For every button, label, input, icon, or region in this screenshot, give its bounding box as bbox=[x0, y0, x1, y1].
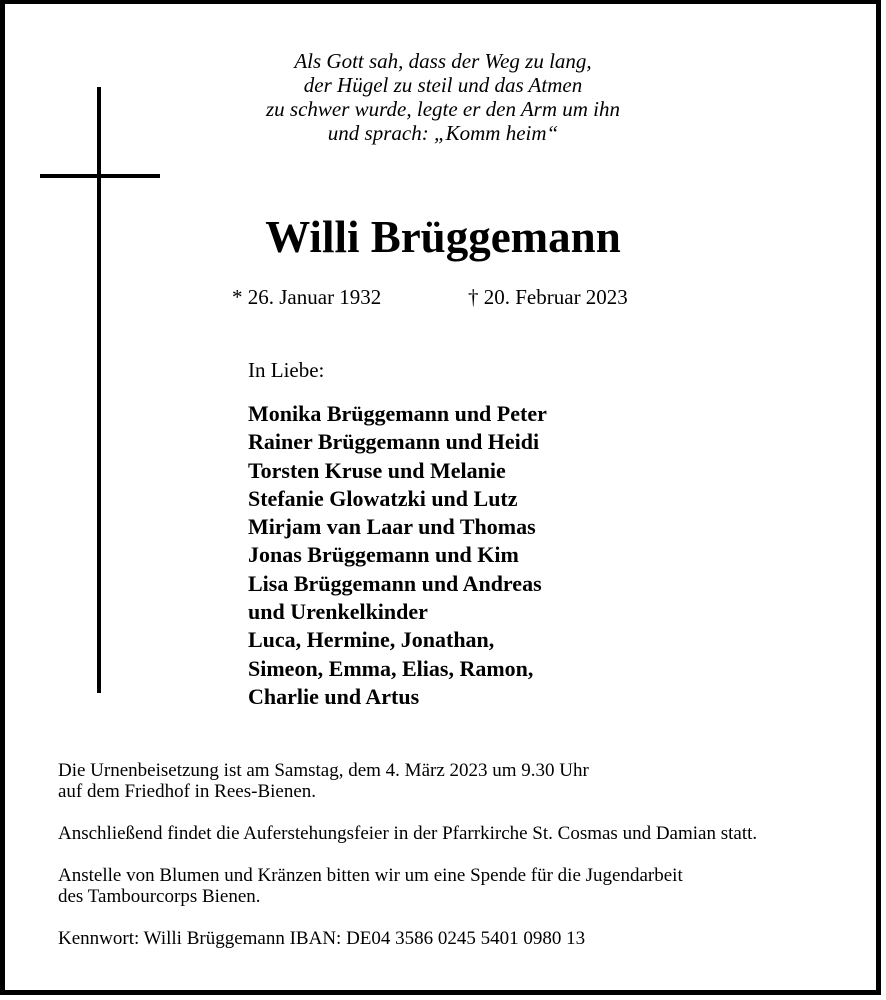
mourner: und Urenkelkinder bbox=[248, 599, 428, 625]
poem-line: Als Gott sah, dass der Weg zu lang, bbox=[294, 49, 592, 73]
poem bbox=[200, 49, 686, 145]
donation-info bbox=[58, 865, 757, 907]
mourners-list bbox=[248, 400, 547, 711]
birth-date: * 26. Januar 1932 bbox=[232, 285, 382, 309]
poem-line: der Hügel zu steil und das Atmen bbox=[303, 73, 583, 97]
mourner: Jonas Brüggemann und Kim bbox=[248, 542, 519, 568]
cross-horizontal bbox=[40, 174, 160, 178]
mourner: Torsten Kruse und Melanie bbox=[248, 457, 506, 483]
info-section bbox=[58, 760, 757, 970]
ceremony-info bbox=[58, 823, 757, 844]
mourner: Charlie und Artus bbox=[248, 683, 420, 709]
burial-info bbox=[58, 760, 757, 802]
mourner: Luca, Hermine, Jonathan, bbox=[248, 627, 495, 653]
in-liebe-label: In Liebe: bbox=[248, 358, 325, 382]
mourner: Simeon, Emma, Elias, Ramon, bbox=[248, 655, 534, 681]
info-line: Die Urnenbeisetzung ist am Samstag, dem 4. März 2023 um 9.30 Uhr bbox=[58, 760, 589, 781]
poem-line: und sprach: „Komm heim“ bbox=[327, 121, 559, 145]
info-line: Anschließend findet die Auferstehungsfeier in der Pfarrkirche St. Cosmas und Damian statt. bbox=[58, 823, 758, 844]
deceased-name: Willi Brüggemann bbox=[265, 212, 621, 262]
mourner: Mirjam van Laar und Thomas bbox=[248, 514, 536, 540]
bank-info bbox=[58, 928, 757, 949]
info-line: Kennwort: Willi Brüggemann IBAN: DE04 3586 0245 5401 0980 13 bbox=[58, 928, 586, 949]
info-line: Anstelle von Blumen und Kränzen bitten wir um eine Spende für die Jugendarbeit bbox=[58, 865, 683, 886]
mourner: Stefanie Glowatzki und Lutz bbox=[248, 485, 518, 511]
death-date: † 20. Februar 2023 bbox=[468, 285, 628, 309]
mourner: Rainer Brüggemann und Heidi bbox=[248, 429, 540, 455]
poem-line: zu schwer wurde, legte er den Arm um ihn bbox=[265, 97, 621, 121]
info-line: auf dem Friedhof in Rees-Bienen. bbox=[58, 781, 317, 802]
mourner: Monika Brüggemann und Peter bbox=[248, 401, 547, 426]
info-line: des Tambourcorps Bienen. bbox=[58, 886, 261, 907]
mourner: Lisa Brüggemann und Andreas bbox=[248, 570, 542, 596]
